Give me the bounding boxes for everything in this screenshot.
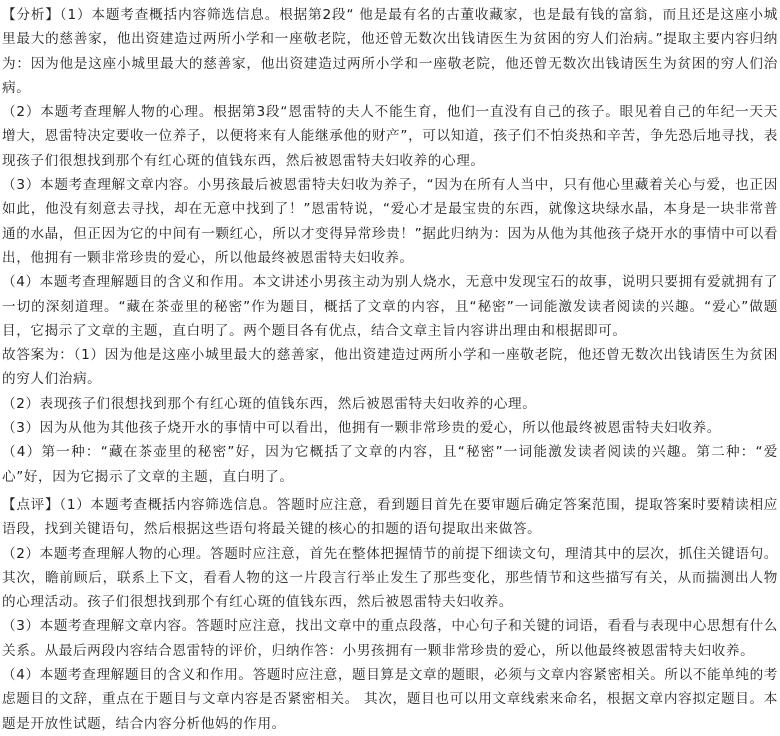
- analysis-point-3: （3）本题考查理解文章内容。小男孩最后被恩雷特夫妇收为养子，“因为在所有人当中，只有他心里藏着关心与爱，也正因如此，他没有刻意去寻找，却在无意中找到了！”恩雷特说，“爱心才是最宝贵的东西，就像这块绿水晶，本身是一块非常普通的水晶，但正因为它的中间有一颗红心，所以才变得异常珍贵！”据此归纳为：因为从他为其他孩子烧开水的事情中可以看出，他拥有一颗非常珍贵的爱心，所以他最终被恩雷特夫妇收养。: [2, 177, 778, 266]
- comment-point-4: （4）本题考查理解题目的含义和作用。答题时应注意，题目算是文章的题眼，必须与文章内容紧密相关。所以不能单纯的考虑题目的文辞，重点在于题目与文章内容是否紧密相关。 其次，题目也可以用文章线索来命名，根据文章内容拟定题目。本题是开放性试题，结合内容分析他妈的作用。: [2, 667, 778, 732]
- answer-2: （2）表现孩子们很想找到那个有红心斑的值钱东西，然后被恩雷特夫妇收养的心理。: [2, 395, 537, 412]
- answer-1: 故答案为：（1）因为他是这座小城里最大的慈善家，他出资建造过两所小学和一座敬老院，他还曾无数次出钱请医生为贫困的穷人们治病。: [2, 347, 778, 388]
- comment-point-3: （3）本题考查理解文章内容。答题时应注意，找出文章中的重点段落，中心句子和关键的词语，看看与表现中心思想有什么关系。从最后两段内容结合恩雷特的评价，归纳作答：小男孩拥有一颗非常珍贵的爱心，所以他最终被恩雷特夫妇收养。: [2, 618, 778, 659]
- analysis-label: 【分析】: [2, 7, 60, 23]
- comment-paragraph-1: [2, 493, 778, 542]
- answer-4: （4）第一种：“藏在茶壶里的秘密”好，因为它概括了文章的内容，且“秘密”一词能激发读者阅读的兴趣。第二种：“爱心”好，因为它揭示了文章的主题，直白明了。: [2, 444, 778, 485]
- analysis-point-1: （1）本题考查概括内容筛选信息。根据第2段“ 他是最有名的古董收藏家，也是最有钱的富翁，而且还是这座小城里最大的慈善家，他出资建造过两所小学和一座敬老院，他还曾无数次出钱请医生为贫困的穷人们治病。”提取主要内容归纳为：因为他是这座小城里最大的慈善家，他出资建造过两所小学和一座敬老院，他还曾无数次出钱请医生为贫困的穷人们治病。: [2, 7, 778, 96]
- comment-point-2: （2）本题考查理解人物的心理。答题时应注意，首先在整体把握情节的前提下细读文句，理清其中的层次，抓住关键语句。其次，瞻前顾后，联系上下文，看看人物的这一片段言行举止发生了那些变化，那些情节和这些描写有关，从而揣测出人物的心理活动。孩子们很想找到那个有红心斑的值钱东西，然后被恩雷特夫妇收养。: [2, 545, 778, 611]
- comment-point-1: （1）本题考查概括内容筛选信息。答题时应注意，看到题目首先在要审题后确定答案范围，提取答案时要精读相应语段，找到关键语句，然后根据这些语句将最关键的核心的扣题的语句提取出来做答。: [2, 497, 778, 538]
- analysis-point-4: （4）本题考查理解题目的含义和作用。本文讲述小男孩主动为别人烧水，无意中发现宝石的故事，说明只要拥有爱就拥有了一切的深刻道理。“藏在茶壶里的秘密”作为题目，概括了文章的内容，且“秘密”一词能激发读者阅读的兴趣。“爱心”做题目，它揭示了文章的主题，直白明了。两个题目各有优点，结合文章主旨内容讲出理由和根据即可。: [2, 274, 778, 339]
- analysis-paragraph-1: [2, 3, 778, 100]
- analysis-section: [0, 3, 780, 489]
- analysis-point-2: （2）本题考查理解人物的心理。根据第3段“恩雷特的夫人不能生育，他们一直没有自己的孩子。眼见着自己的年纪一天天增大，恩雷特决定要收一位养子，以便将来有人能继承他的财产”，可以知道，孩子们不怕炎热和辛苦，争先恐后地寻找，表现孩子们很想找到那个有红心斑的值钱东西，然后被恩雷特夫妇收养的心理。: [2, 104, 778, 169]
- answer-3: （3）因为从他为其他孩子烧开水的事情中可以看出，他拥有一颗非常珍贵的爱心，所以他最终被恩雷特夫妇收养。: [2, 420, 721, 437]
- comment-label: 【点评】: [2, 497, 60, 513]
- comment-section: [0, 493, 780, 736]
